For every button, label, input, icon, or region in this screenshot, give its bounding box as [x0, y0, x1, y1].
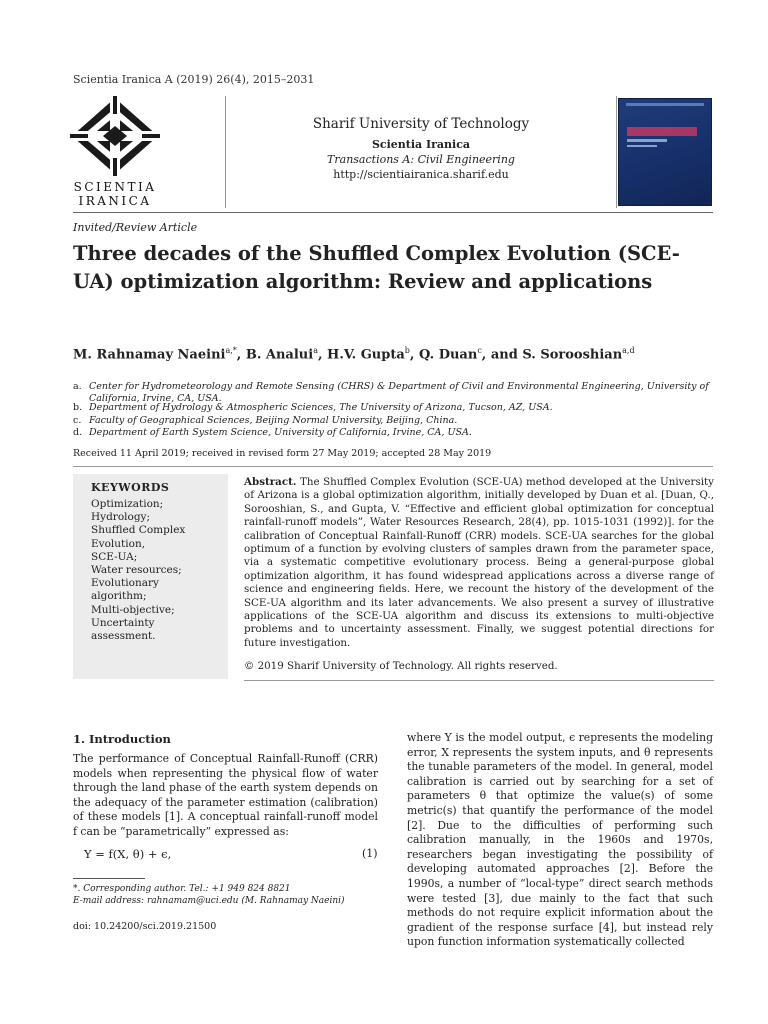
- abstract-label: Abstract.: [244, 476, 297, 488]
- keyword-line: Uncertainty: [91, 616, 155, 629]
- journal-transactions: Transactions A: Civil Engineering: [327, 153, 515, 166]
- keyword-line: Multi-objective;: [91, 603, 175, 616]
- affiliation-label: b.: [73, 402, 83, 413]
- footnote: [73, 883, 345, 907]
- affiliation-item: [73, 402, 714, 414]
- keyword-line: SCE-UA;: [91, 550, 138, 563]
- logo-wordmark: [73, 180, 157, 208]
- affiliation-item: [73, 415, 714, 427]
- author-affiliation-marker: a,d: [622, 346, 635, 355]
- logo-word-2: IRANICA: [78, 194, 152, 208]
- footnote-corresponding-author: *. Corresponding author. Tel.: +1 949 824 8821: [73, 884, 291, 894]
- author-name: S. Sorooshian: [522, 347, 623, 363]
- journal-citation-line: Scientia Iranica A (2019) 26(4), 2015–2031: [73, 73, 315, 86]
- author-name: M. Rahnamay Naeini: [73, 347, 226, 363]
- received-dates: Received 11 April 2019; received in revised form 27 May 2019; accepted 28 May 2019: [73, 448, 492, 459]
- author-affiliation-marker: c: [477, 346, 482, 355]
- affiliation-text: Center for Hydrometeorology and Remote Sensing (CHRS) & Department of Civil and Environmental Engineering, University of California, Irvine, CA, USA.: [89, 381, 709, 404]
- affiliation-text: Department of Hydrology & Atmospheric Sciences, The University of Arizona, Tucson, AZ, USA.: [89, 402, 553, 413]
- footnote-email[interactable]: E-mail address: rahnamam@uci.edu (M. Rahnamay Naeini): [73, 896, 345, 906]
- university-name: Sharif University of Technology: [312, 116, 530, 132]
- abstract-divider: [244, 680, 714, 681]
- keywords-list: [91, 498, 185, 643]
- author-name: B. Analui: [245, 347, 314, 363]
- affiliation-text: Department of Earth System Science, University of California, Irvine, CA, USA.: [89, 427, 472, 438]
- author-affiliation-marker: b: [404, 346, 410, 355]
- keyword-line: Shuffled Complex: [91, 524, 186, 537]
- author-list: [73, 346, 635, 362]
- abstract: [244, 476, 714, 650]
- scientia-iranica-logo: [70, 96, 160, 176]
- article-type: Invited/Review Article: [73, 221, 198, 234]
- header-divider: [73, 212, 713, 213]
- author-separator: ,: [409, 347, 419, 363]
- author-separator: ,: [317, 347, 328, 363]
- author-affiliation-marker: a,*: [225, 346, 237, 355]
- article-title: Three decades of the Shuffled Complex Evolution (SCE-UA) optimization algorithm: Review and applications: [73, 242, 680, 293]
- author-name: Q. Duan: [418, 347, 478, 363]
- right-column-text: where Y is the model output, ϵ represents the modeling error, X represents the system inputs, and θ represents the tunable parameters of the model. In general, model calibration is carried out by searching for a set of parameters θ that optimize the value(s) of some metric(s) that quantify the performance of the model [2]. Due to the difficulties of performing such calibration manually, in the 1960s and 1970s, researchers began investigating the possibility of developing automated approaches [2]. Before the 1990s, a number of “local-type” direct search methods were tested [3], due mainly to the fact that such methods do not require explicit information about the gradient of the response surface [4], but instead rely upon function information systematically collected: [407, 731, 713, 949]
- author-affiliation-marker: a: [313, 346, 318, 355]
- doi[interactable]: doi: 10.24200/sci.2019.21500: [73, 921, 217, 932]
- copyright-notice: © 2019 Sharif University of Technology. All rights reserved.: [244, 660, 558, 672]
- dates-divider: [73, 466, 713, 467]
- keywords-box: [73, 474, 228, 679]
- keyword-line: algorithm;: [91, 590, 147, 603]
- keyword-line: Evolution,: [91, 537, 146, 550]
- footnote-divider: [73, 878, 145, 879]
- keyword-line: Water resources;: [91, 564, 182, 577]
- keyword-line: assessment.: [91, 630, 156, 643]
- author-separator: , and: [481, 347, 523, 363]
- abstract-text: The Shuffled Complex Evolution (SCE-UA) method developed at the University of Arizona is a global optimization algorithm, initially developed by Duan et al. [Duan, Q., Sorooshian, S., and Gupta, V. “Effective and efficient global optimization for conceptual rainfall-runoff models”, Water Resources Research, 28(4), pp. 1015-1031 (1992)]. for the calibration of Conceptual Rainfall-Runoff (CRR) models. SCE-UA searches for the global optimum of a function by evolving clusters of samples drawn from the parameter space, via a systematic competitive evolutionary process. Being a general-purpose global optimization algorithm, it has found widespread applications across a diverse range of science and engineering fields. Here, we recount the history of the development of the SCE-UA algorithm and its later advancements. We also present a survey of illustrative applications of the SCE-UA algorithm and discuss its extensions to multi-objective problems and to uncertainty assessment. Finally, we suggest potential directions for future investigation.: [244, 476, 714, 649]
- affiliation-text: Faculty of Geographical Sciences, Beijing Normal University, Beijing, China.: [89, 415, 458, 426]
- keyword-line: Optimization;: [91, 498, 164, 510]
- affiliation-label: a.: [73, 381, 82, 392]
- affiliation-label: c.: [73, 415, 82, 426]
- logo-word-1: SCIENTIA: [73, 180, 157, 194]
- affiliation-item: [73, 427, 714, 439]
- keywords-title: KEYWORDS: [91, 481, 170, 494]
- keyword-line: Hydrology;: [91, 511, 151, 524]
- author-separator: ,: [236, 347, 246, 363]
- journal-url[interactable]: http://scientiairanica.sharif.edu: [333, 168, 509, 181]
- introduction-paragraph: The performance of Conceptual Rainfall-Runoff (CRR) models when representing the physical flow of water through the land phase of the earth system depends on the adequacy of the parameter estimation (calibration) of these models [1]. A conceptual rainfall-runoff model f can be “parametrically” expressed as:: [73, 752, 378, 838]
- journal-cover-image: [618, 98, 712, 206]
- affiliation-label: d.: [73, 427, 83, 438]
- journal-header-box: [225, 96, 617, 208]
- equation-number: (1): [362, 847, 378, 860]
- section-heading-introduction: 1. Introduction: [73, 732, 171, 746]
- keyword-line: Evolutionary: [91, 577, 159, 590]
- journal-name: Scientia Iranica: [371, 138, 471, 151]
- equation-1: Y = f(X, θ) + ϵ,: [84, 847, 172, 861]
- author-name: H.V. Gupta: [327, 347, 405, 363]
